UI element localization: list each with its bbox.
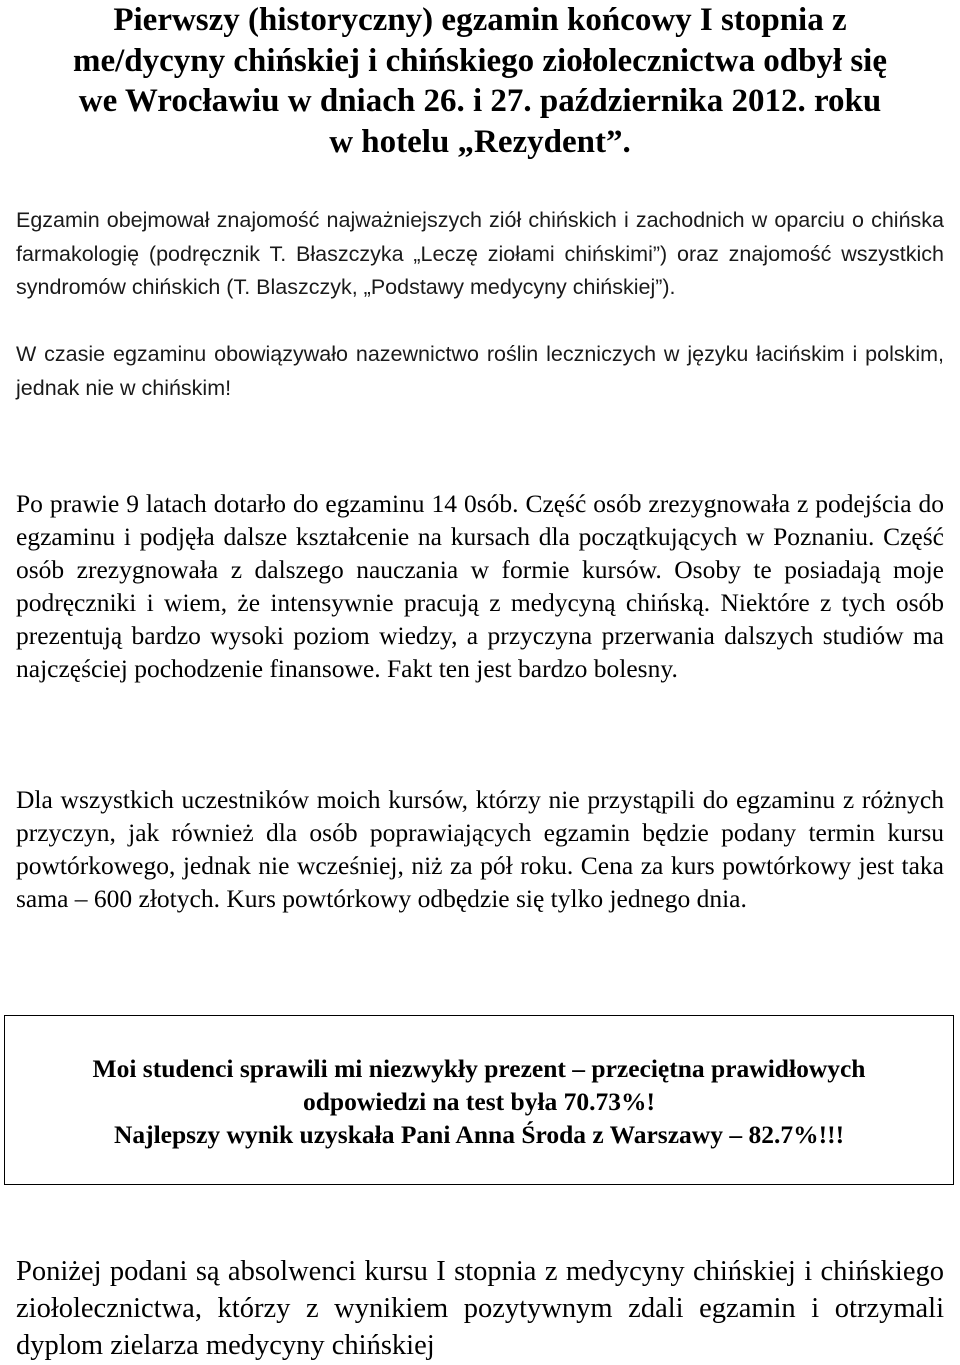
document-title [16,0,944,162]
title-line: we Wrocławiu w dniach 26. i 27. października 2012. roku [78,83,882,119]
results-highlight-text [5,1052,953,1151]
highlight-line: Najlepszy wynik uzyskała Pani Anna Środa z Warszawy – 82.7%!!! [113,1120,845,1149]
title-line: w hotelu „Rezydent”. [329,123,631,160]
title-line: Pierwszy (historyczny) egzamin końcowy I stopnia z [113,2,847,38]
highlight-line: Moi studenci sprawili mi niezwykły prezent – przeciętna prawidłowych [92,1054,866,1083]
highlight-line: odpowiedzi na test była 70.73%! [302,1087,656,1116]
results-highlight-box [4,1015,954,1185]
nomenclature-paragraph: W czasie egzaminu obowiązywało nazewnictwo roślin leczniczych w języku łacińskim i polskim, jednak nie w chińskim! [16,342,944,400]
exam-scope-paragraph: Egzamin obejmował znajomość najważniejszych ziół chińskich i zachodnich w oparciu o chińska farmakologię (podręcznik T. Błaszczyka „Leczę ziołami chińskimi”) oraz znajomość wszystkich syndromów chińskich (T. Blaszczyk, „Podstawy medycyny chińskiej”). [16,208,944,299]
participants-paragraph: Po prawie 9 latach dotarło do egzaminu 14 0sób. Część osób zrezygnowała z podejścia do egzaminu i podjęła dalsze kształcenie na kursach dla początkujących w Poznaniu. Część osób zrezygnowała z dalszego nauczania w formie kursów. Osoby te posiadają moje podręczniki i wiem, że intensywnie pracują z medycyną chińską. Niektóre z tych osób prezentują bardzo wysoki poziom wiedzy, a przyczyna przerwania dalszych studiów ma najczęściej pochodzenie finansowe. Fakt ten jest bardzo bolesny. [16,489,944,683]
title-line: me/dycyny chińskiej i chińskiego ziołolecznictwa odbył się [73,42,887,79]
repeat-course-paragraph: Dla wszystkich uczestników moich kursów, którzy nie przystąpili do egzaminu z różnych przyczyn, jak również dla osób poprawiających egzamin będzie podany termin kursu powtórkowego, jednak nie wcześniej, niż za pół roku. Cena za kurs powtórkowy jest taka sama – 600 złotych. Kurs powtórkowy odbędzie się tylko jednego dnia. [16,785,944,913]
graduates-intro-paragraph: Poniżej podani są absolwenci kursu I stopnia z medycyny chińskiej i chińskiego ziołolecznictwa, którzy z wynikiem pozytywnym zdali egzamin i otrzymali dyplom zielarza medycyny chińskiej [16,1256,944,1361]
